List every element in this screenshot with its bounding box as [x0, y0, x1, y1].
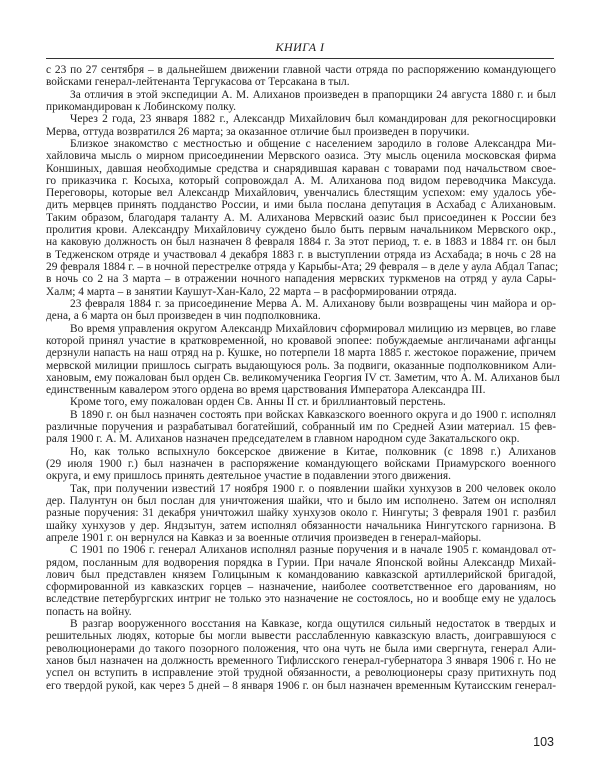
text-line: дить мервцев принять подданство России, и ими была послана депутация в Асхабад с Алихановым. — [46, 199, 556, 212]
text-line: рядом, посланным для водворения порядка в Гурии. При начале Японской войны Александр Михай- — [46, 556, 556, 569]
running-title: КНИГА I — [275, 40, 325, 54]
paragraph — [46, 137, 559, 298]
text-line: апреле 1901 г. он вернулся на Кавказ и за военные отличия произведен в генерал-майоры. — [46, 531, 482, 544]
text-line: разные поручения: 31 декабря уничтожил шайку хунхузов около г. Нингуты; 3 февраля 1901 г. разбил — [46, 507, 556, 520]
text-line: Через 2 года, 23 января 1882 г., Александр Михайлович был командирован для рекогносцировки — [70, 113, 556, 126]
paragraph — [46, 483, 556, 545]
text-line: в Тедженском отряде и участвовал 4 декабря 1883 г. в выступлении отряда из Асхабада; в ночь с 28 на — [46, 248, 556, 261]
text-line: прикомандирован к Лобинскому полку. — [46, 100, 236, 113]
text-line: единственным кавалером этого ордена во время царствования Императора Александра III. — [46, 384, 486, 397]
text-line: на каковую должность он был назначен 8 февраля 1884 г. За этот период, т. е. в 1883 и 1884 гг. он был — [46, 236, 556, 249]
paragraph — [46, 113, 556, 138]
text-line: округа, и ему пришлось принять деятельное участие в подавлении этого движения. — [46, 470, 451, 483]
text-line: Таким образом, благодаря таланту А. М. Алиханова Мервский оазис был присоединен к России без — [46, 211, 556, 224]
text-line: мервской милиции пришлось сыграть выдающуюся роль. За подвиги, оказанные подполковником Али- — [46, 359, 556, 372]
text-line: лович был представлен князем Голицыным к командованию кавказской артиллерийской бригадой, — [46, 568, 556, 581]
page-body-text — [46, 64, 560, 692]
text-line: революционерами до такого позорного положения, что она чуть не была ими свергнута, генерал Али- — [46, 642, 556, 655]
text-line: Халм; 4 марта – в занятии Каушут-Хан-Кало, 22 марта – в расформировании отряда. — [46, 285, 457, 298]
running-header — [46, 38, 554, 59]
paragraph — [46, 298, 556, 323]
text-line: успел он вступить в исправление этой трудной обязанности, а революционеры сразу притихнуть под — [46, 667, 556, 680]
paragraph — [46, 89, 556, 114]
text-line: дерзнули напасть на наш отряд на р. Кушке, но потерпели 18 марта 1885 г. жестокое поражение, причем — [46, 347, 556, 360]
text-line: шайку хунхузов у дер. Яндзытун, затем исполнял обязанности начальника Нингутского гарнизона. В — [46, 519, 556, 532]
text-line: в ночь со 2 на 3 марта – в отражении ночного нападения мервских туркменов на отряд у аула Сары- — [46, 273, 556, 286]
text-line: Переговоры, которые вел Александр Михайлович, увенчались блестящим успехом: ему удалось убе- — [46, 187, 556, 200]
text-line: хановым, ему пожалован был орден Св. великомученика Георгия IV ст. Заметим, что А. М. Алиханов был — [46, 371, 560, 384]
text-line: В разгар вооруженного восстания на Кавказе, когда ощутился сильный недостаток в твердых и — [70, 618, 556, 631]
text-line: Но, как только вспыхнуло боксерское движение в Китае, полковник (с 1898 г.) Алиханов — [70, 445, 556, 458]
text-line: раля 1900 г. А. М. Алиханов назначен председателем в главном народном суде Закатальского окр. — [46, 433, 520, 446]
text-line: 23 февраля 1884 г. за присоединение Мерва А. М. Алиханову были возвращены чин майора и ор- — [70, 297, 556, 310]
text-line: хайловича мысль о мирном присоединении Мервского оазиса. Эту мысль оценила московская фирма — [46, 150, 556, 163]
text-line: В 1890 г. он был назначен состоять при войсках Кавказского военного округа и до 1900 г. исполнял — [70, 408, 556, 421]
text-line: ханов был назначен на должность временного Тифлисского генерал-губернатора 3 января 1906 г. Но не — [46, 655, 556, 667]
paragraph — [46, 544, 556, 618]
text-line: решительных людях, которые бы могли вывести расслабленную кавказскую власть, доигравшуюся с — [46, 630, 556, 643]
text-line: Кроме того, ему пожалован орден Св. Анны II ст. и бриллиантовый перстень. — [70, 396, 446, 409]
paragraph — [46, 64, 556, 89]
text-line: его твердой рукой, как через 5 дней – 8 января 1906 г. он был назначен временным Кутаисским генерал- — [46, 679, 556, 692]
text-line: Мерва, оттуда возвратился 26 марта; за оказанное отличие был произведен в поручики. — [46, 125, 470, 138]
text-line: войсками генерал-лейтенанта Тергукасова от Терсакана в тыл. — [46, 76, 350, 89]
text-line: (29 июля 1900 г.) был назначен в распоряжение командующего войсками Приамурского военного — [46, 458, 556, 470]
text-line: различные поручения и разрабатывал богатейший, собранный им по Средней Азии материал. 15 фев- — [46, 421, 556, 434]
paragraph — [46, 396, 556, 408]
text-line: С 1901 по 1906 г. генерал Алиханов исполнял разные поручения и в начале 1905 г. командовал от- — [70, 544, 556, 557]
page-number: 103 — [533, 735, 554, 749]
text-line: Так, при получении известий 17 ноября 1900 г. о появлении шайки хунхузов в 200 человек около — [70, 482, 556, 495]
text-line: дена, а 6 марта он был произведен в чин подполковника. — [46, 310, 321, 323]
text-line: Близкое знакомство с местностью и общение с населением зародило в голове Александра Ми- — [70, 137, 556, 150]
text-line: попасть на войну. — [46, 605, 132, 618]
text-line: За отличия в этой экспедиции А. М. Алиханов произведен в прапорщики 24 августа 1880 г. и был — [70, 88, 556, 101]
text-line: дер. Палунтун он был послан для уничтожения шайки, что и было им исполнено. Затем он исполнял — [46, 494, 556, 507]
text-line: Коншиных, давшая необходимые средства и снарядившая караван с товарами под начальством свое- — [46, 162, 556, 175]
text-line: вследствие петербургских интриг не только это назначение не состоялось, но и вообще ему не удалось — [46, 593, 556, 606]
text-line: Во время управления округом Александр Михайлович сформировал милицию из мервцев, во главе — [70, 322, 556, 335]
text-line: го приказчика г. Косыха, который сопровождал А. М. Алиханова под видом переводчика Максуда. — [46, 174, 556, 187]
paragraph — [46, 409, 556, 446]
paragraph — [46, 618, 556, 692]
text-line: с 23 по 27 сентября – в дальнейшем движении главной части отряда по распоряжению командующего — [46, 64, 556, 76]
text-line: сформированной из кавказских горцев – назначение, наиболее соответственное его дарованиям, но — [46, 581, 556, 594]
text-line: пролития крови. Александру Михайловичу суждено было быть первым начальником Мервского окр., — [46, 224, 556, 237]
paragraph — [46, 322, 560, 397]
text-line: 29 февраля 1884 г. – в ночной перестрелке отряда у Карыбы-Ата; 29 февраля – в деле у аула Абдал Тапас; — [46, 261, 559, 273]
paragraph — [46, 446, 556, 483]
text-line: которой принял участие в кратковременной, но кровавой эпопее: побуждаемые англичанами афганцы — [46, 334, 556, 347]
